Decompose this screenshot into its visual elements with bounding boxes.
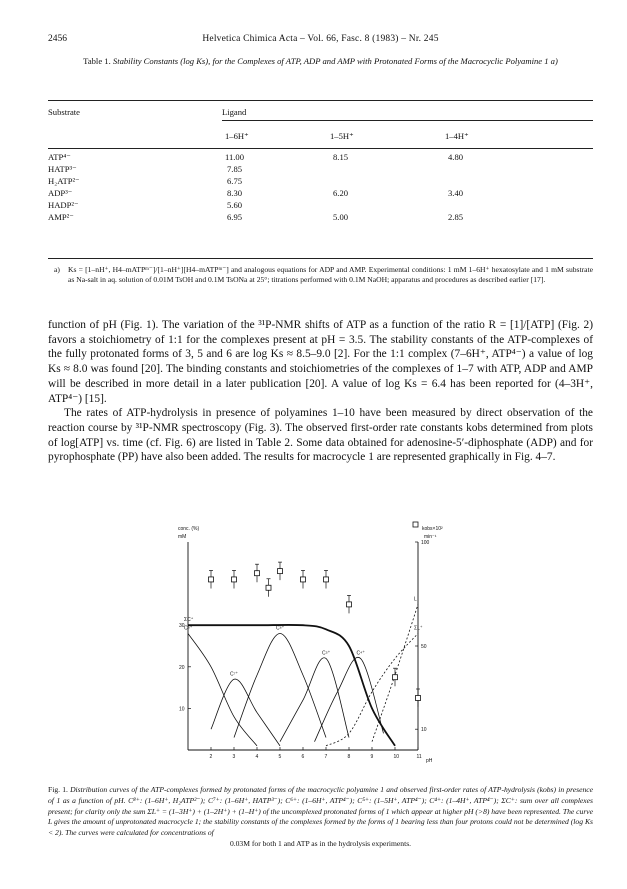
figure-1 xyxy=(160,520,460,777)
row-value: 8.30 xyxy=(227,188,243,198)
row-value: 7.85 xyxy=(227,164,243,174)
y-right-tick-label: 50 xyxy=(421,644,427,650)
kobs-point xyxy=(209,577,214,582)
table-rule-bottom xyxy=(48,258,593,259)
table-caption-label: Table 1. xyxy=(83,56,111,66)
series-label: C⁷⁺ xyxy=(230,671,239,678)
y-left-unit: mM xyxy=(178,534,187,540)
series-C⁶⁺ xyxy=(234,634,326,738)
journal-title: Helvetica Chimica Acta – Vol. 66, Fasc. 8 (1983) – Nr. 245 xyxy=(202,34,439,44)
subcol-2: 1–5H⁺ xyxy=(330,131,354,141)
figure-caption-end: 0.03M for both 1 and ATP as in the hydrolysis experiments. xyxy=(229,838,412,848)
x-tick-label: 11 xyxy=(416,754,422,760)
series-ΣC⁺ xyxy=(188,625,395,746)
row-value: 6.75 xyxy=(227,176,243,186)
table-rule-head xyxy=(48,148,593,149)
x-tick-label: 5 xyxy=(278,754,282,760)
col-ligand: Ligand xyxy=(222,107,247,117)
x-axis-label: pH xyxy=(426,758,433,764)
kobs-point xyxy=(266,585,271,590)
x-tick-label: 2 xyxy=(209,754,213,760)
subcol-3: 1–4H⁺ xyxy=(445,131,469,141)
x-tick-label: 3 xyxy=(232,754,236,760)
series-C⁵⁺ xyxy=(280,658,349,742)
page-number: 2456 xyxy=(48,34,67,44)
series-label: C⁸⁺ xyxy=(184,625,193,632)
row-value: 2.85 xyxy=(448,212,464,222)
series-C⁴⁺ xyxy=(315,657,384,741)
y-left-tick-label: 10 xyxy=(179,706,185,713)
paragraph: function of pH (Fig. 1). The variation of the ³¹P-NMR shifts of ATP as a function of the ratio R = [1]/[ATP] (Fig. 2) favors a stoichiometry of 1:1 for the complexes present at pH = 3.5. The stability constants of the ATP-complexes of the fully protonated forms of 3, 5 and 6 are log Ks ≈ 8.5–9.0 [2]. For the 1:1 complex (7–6H⁺, ATP⁴⁻) a value of log Ks ≈ 8.0 was found [20]. The binding constants and stoichiometries of the complexes of 1–7 with ATP, ADP and AMP will be described in more detail in a later publication [20]. A value of log Ks = 6.4 has been reported for (4–3H⁺, ATP⁴⁻) [15]. xyxy=(48,319,593,405)
row-value: 8.15 xyxy=(333,152,349,162)
subcol-1: 1–6H⁺ xyxy=(225,131,249,141)
row-value: 11.00 xyxy=(225,152,245,162)
row-value: 6.95 xyxy=(227,212,243,222)
row-substrate: HADP²⁻ xyxy=(48,200,79,210)
row-value: 4.80 xyxy=(448,152,464,162)
table-caption-text: Stability Constants (log Ks), for the Complexes of ATP, ADP and AMP with Protonated Forms of the Macrocyclic Polyamine 1 a) xyxy=(112,56,558,66)
y-right-label: kobs×10² xyxy=(422,526,443,532)
paragraph: The rates of ATP-hydrolysis in presence of polyamines 1–10 have been measured by direct observation of the reaction course by ³¹P-NMR spectroscopy (Fig. 3). The observed first-order rate constants kobs determined from plots of log[ATP] vs. time (cf. Fig. 6) are listed in Table 2. Some data obtained for adenosine-5′-diphosphate (ADP) and for pyrophosphate (PP) have also been added. The results for macrocycle 1 are represented graphically in Fig. 4–7. xyxy=(48,407,593,464)
y-left-tick-label: 20 xyxy=(179,664,185,671)
footnote-marker: a) xyxy=(54,265,60,274)
kobs-point xyxy=(393,675,398,680)
x-tick-label: 4 xyxy=(255,754,259,760)
row-value: 5.60 xyxy=(227,200,243,210)
y-right-tick-label: 10 xyxy=(421,727,427,734)
series-label: L xyxy=(414,596,417,603)
table-footnote xyxy=(48,265,593,286)
row-value: 3.40 xyxy=(448,188,464,198)
row-substrate: AMP²⁻ xyxy=(48,212,74,222)
series-label: C⁴⁺ xyxy=(356,650,365,657)
y-left-tick-label: 30 xyxy=(179,623,185,630)
footnote-text: Ks = [1–nH⁺, H4–mATPᵐ⁻]/[1–nH⁺][H4–mATPᵐ⁻] and analogous equations for ADP and AMP. Experimental conditions: 1 mM 1–6H⁺ hexatosylate and 1 mM substrate as Na-salt in aq. solution of 0.01M TsOH and 0.1M TsONa at 25°; titrations performed with 0.1M NaOH; apparatus and procedures as described earlier [17]. xyxy=(68,265,593,285)
y-left-label: conc. (%) xyxy=(178,526,200,532)
x-tick-label: 8 xyxy=(347,754,351,760)
kobs-point xyxy=(278,569,283,574)
kobs-point xyxy=(255,571,260,576)
distribution-chart xyxy=(160,520,460,777)
figure-caption-text: Distribution curves of the ATP-complexes formed by protonated forms of the macrocyclic polyamine 1 and observed first-order rates of ATP-hydrolysis (kobs) in presence of 1 as a function of pH. C⁸⁺: (1–6H⁺, H₂ATP²⁻); C⁷⁺: (1–6H⁺, HATP³⁻); C⁶⁺: (1–6H⁺, ATP⁴⁻); C⁵⁺: (1–5H⁺, ATP⁴⁻); C⁴⁺: (1–4H⁺, ATP⁴⁻); ΣC⁺: sum over all complexes present; for clarity only the sum ΣL⁺ = (1–3H⁺) + (1–2H⁺) + (1–H⁺) of the uncomplexed protonated forms of 1 which appear at higher pH (>8) have been represented. The curve L gives the amount of unprotonated macrocycle 1; the stability constants of the complexes formed by the forms of 1 bearing less than four protons could not be determined (log Ks < 2). The curves were calculated for concentrations of xyxy=(48,785,594,838)
body-text xyxy=(48,318,593,465)
y-right-unit: min⁻¹ xyxy=(424,534,437,540)
series-label: C⁵⁺ xyxy=(322,650,331,657)
kobs-point xyxy=(232,577,237,582)
row-substrate: H₂ATP²⁻ xyxy=(48,176,80,186)
figure-caption-label: Fig. 1. xyxy=(48,785,68,794)
x-tick-label: 7 xyxy=(324,754,328,760)
kobs-point xyxy=(301,577,306,582)
kobs-point xyxy=(324,577,329,582)
series-label: ΣC⁺ xyxy=(184,617,194,624)
kobs-legend-marker xyxy=(413,522,418,527)
kobs-point xyxy=(347,602,352,607)
table-rule-sub xyxy=(222,120,593,121)
series-C⁸⁺ xyxy=(188,634,257,746)
row-substrate: ATP⁴⁻ xyxy=(48,152,71,162)
row-substrate: HATP³⁻ xyxy=(48,164,77,174)
table-caption xyxy=(48,56,593,67)
table-rule-top xyxy=(48,100,593,101)
row-value: 6.20 xyxy=(333,188,349,198)
figure-caption xyxy=(48,785,593,850)
running-header xyxy=(48,34,593,48)
col-substrate: Substrate xyxy=(48,107,80,117)
row-value: 5.00 xyxy=(333,212,349,222)
y-right-tick-label: 100 xyxy=(421,540,430,546)
series-label: C⁶⁺ xyxy=(276,625,285,632)
x-tick-label: 10 xyxy=(393,754,400,760)
series-label: ΣL⁺ xyxy=(414,625,423,632)
x-tick-label: 6 xyxy=(301,754,305,760)
kobs-point xyxy=(416,696,421,701)
row-substrate: ADP³⁻ xyxy=(48,188,73,198)
x-tick-label: 9 xyxy=(370,754,374,760)
